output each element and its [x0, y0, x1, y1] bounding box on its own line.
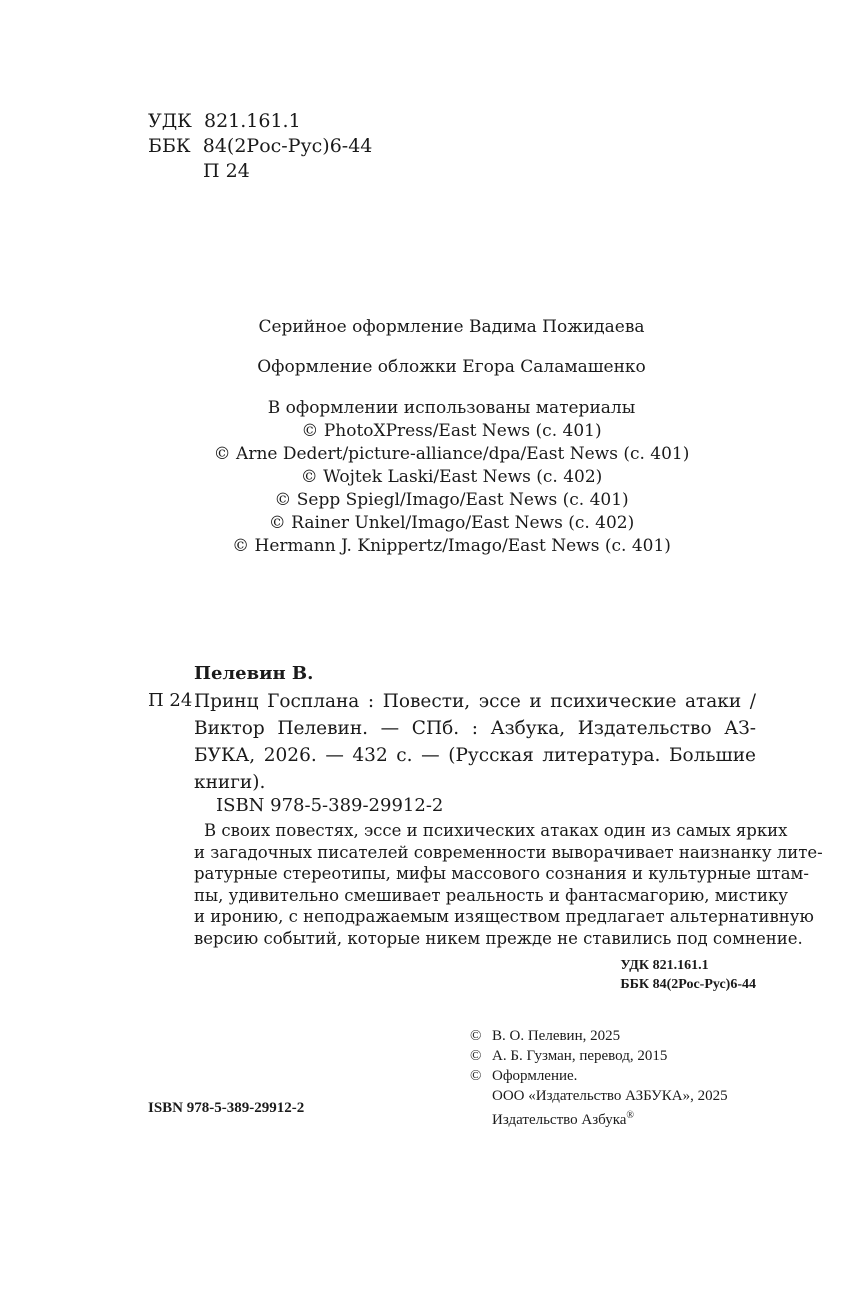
catalog-bbk: ББК 84(2Рос-Рус)6-44 [620, 977, 756, 992]
bbk-value: 84(2Рос-Рус)6-44 [202, 135, 373, 157]
catalog-description [194, 688, 756, 796]
copyright-row [470, 1026, 728, 1046]
series-design-credit: Серийное оформление Вадима Пожидаева [258, 317, 645, 337]
abstract-line: В своих повестях, эссе и психических атаках один из самых ярких [204, 821, 788, 840]
photo-credit: © Arne Dedert/picture-alliance/dpa/East News (с. 401) [213, 444, 690, 464]
abstract-line: версию событий, которые никем прежде не ставились под сомнение. [194, 928, 803, 948]
copyright-text: Издательство Азбука [492, 1112, 627, 1128]
description-line: БУКА, 2026. — 432 с. — (Русская литература. Большие [194, 745, 756, 766]
cover-design-credit: Оформление обложки Егора Саламашенко [257, 357, 646, 377]
photo-credit: © Wojtek Laski/East News (с. 402) [300, 467, 603, 487]
photo-credit: © Rainer Unkel/Imago/East News (с. 402) [268, 513, 635, 533]
bbk-line [148, 133, 372, 160]
isbn-bottom: ISBN 978-5-389-29912-2 [148, 1100, 305, 1116]
abstract-line: и иронию, с неподражаемым изяществом предлагает альтернативную [194, 907, 814, 926]
copyright-text: Оформление. [492, 1068, 578, 1084]
catalog-codes [620, 956, 756, 994]
copyright-symbol: © [470, 1048, 482, 1064]
copyright-row [470, 1086, 728, 1106]
copyright-row [470, 1106, 728, 1130]
photo-credit: © Sepp Spiegl/Imago/East News (с. 401) [274, 490, 629, 510]
materials-heading: В оформлении использованы материалы [267, 398, 636, 418]
description-line: Виктор Пелевин. — СПб. : Азбука, Издательство АЗ- [194, 718, 756, 739]
description-line: книги). [194, 772, 266, 793]
abstract-line: пы, удивительно смешивает реальность и фантасмагорию, мистику [194, 885, 788, 905]
description-line: Принц Госплана : Повести, эссе и психические атаки / [194, 691, 756, 712]
udk-value: 821.161.1 [203, 110, 301, 132]
registered-mark: ® [626, 1110, 635, 1121]
catalog-author: Пелевин В. [194, 663, 314, 684]
catalog-mark: П 24 [148, 690, 193, 711]
abstract-line: и загадочных писателей современности выворачивает наизнанку лите- [194, 842, 823, 862]
photo-credit: © Hermann J. Knippertz/Imago/East News (с. 401) [232, 536, 671, 556]
abstract-line: ратурные стереотипы, мифы массового сознания и культурные штам- [194, 864, 809, 883]
copyright-text: В. О. Пелевин, 2025 [492, 1028, 621, 1044]
catalog-isbn: ISBN 978-5-389-29912-2 [216, 795, 444, 816]
copyright-row [470, 1066, 728, 1086]
photo-credit: © PhotoXPress/East News (с. 401) [301, 421, 602, 441]
copyright-row [470, 1046, 728, 1066]
copyright-symbol: © [470, 1028, 482, 1044]
catalog-udk: УДК 821.161.1 [620, 958, 709, 973]
author-mark: П 24 [203, 160, 250, 182]
copyright-symbol: © [470, 1068, 482, 1084]
photo-credits-block [0, 397, 856, 558]
udk-line [148, 108, 301, 135]
udk-label: УДК [148, 110, 192, 132]
copyright-block [470, 1026, 728, 1130]
copyright-text: ООО «Издательство АЗБУКА», 2025 [492, 1088, 728, 1104]
catalog-abstract [194, 820, 823, 949]
copyright-text: А. Б. Гузман, перевод, 2015 [492, 1048, 668, 1064]
bbk-label: ББК [148, 135, 191, 157]
